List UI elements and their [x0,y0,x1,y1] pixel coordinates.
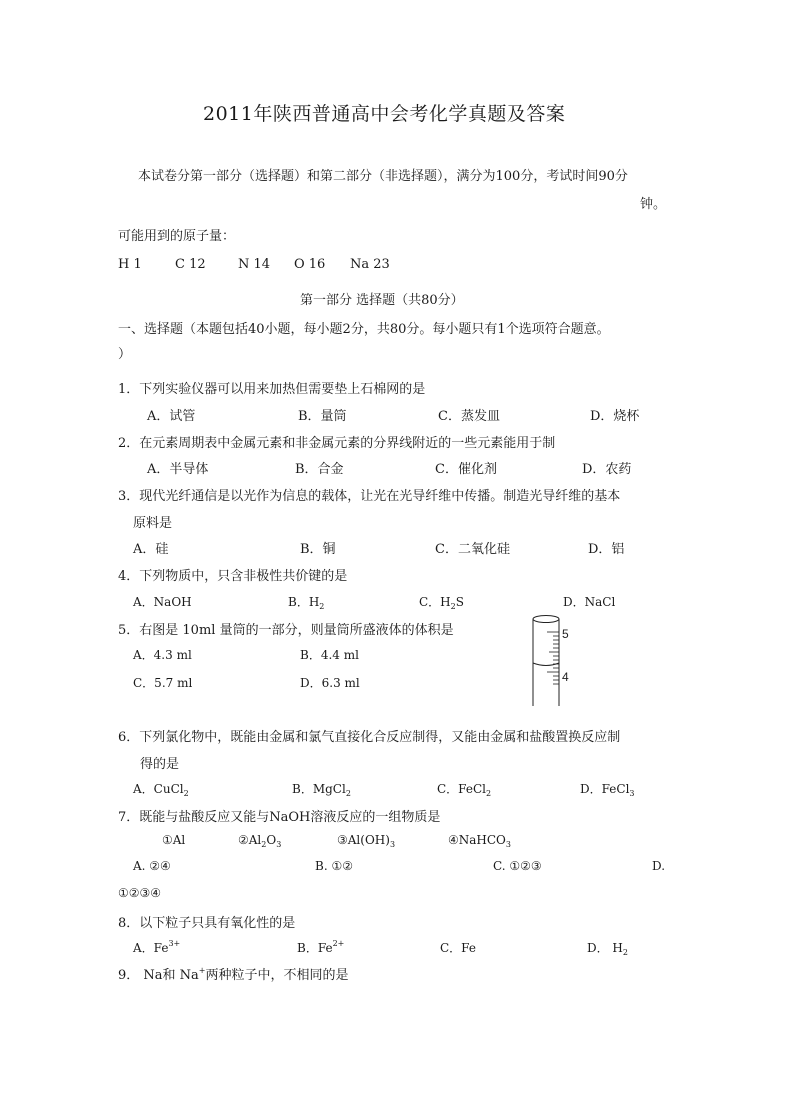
question-7-option-a: A. ②④ [133,859,171,873]
question-6-option-b-text: B．MgCl [292,782,346,796]
question-4-option-a: A．NaOH [133,595,192,609]
question-8-option-d-subscript: 2 [622,948,628,957]
question-7-item-4 [448,833,511,849]
question-8-option-c: C．Fe [440,941,476,955]
question-7-item-2 [238,833,281,849]
question-6-option-a [133,780,189,798]
question-1-option-d: D．烧杯 [590,409,640,424]
atomic-mass-label: 可能用到的原子量： [118,229,236,244]
question-7-item-1: ①Al [162,833,186,847]
question-7-item-2-mid: O [266,833,277,847]
question-7-item-3-text: ③Al(OH) [337,833,390,847]
atomic-mass-n: N 14 [238,257,271,272]
question-8-stem: 8．以下粒子只具有氧化性的是 [118,916,296,931]
question-7-item-4-text: ④NaHCO [448,833,506,847]
question-4-option-b-text: B．H [288,595,320,609]
question-6-stem-line-1: 6．下列氯化物中，既能由金属和氯气直接化合反应制得，又能由金属和盐酸置换反应制 [118,730,621,745]
question-7-option-d: D. [652,859,666,873]
atomic-mass-h: H 1 [118,257,142,272]
question-6-option-c-subscript: 2 [485,789,492,798]
question-4-option-c-text: C．H [419,595,451,609]
question-3-option-a: A．硅 [133,542,169,557]
question-3-option-c: C．二氧化硅 [435,542,510,557]
atomic-mass-o: O 16 [294,257,326,272]
atomic-mass-na: Na 23 [350,257,390,272]
question-2-option-d: D．农药 [582,462,632,477]
question-6-option-c [437,780,491,798]
question-1-option-c: C．蒸发皿 [438,409,500,424]
question-8-option-b [297,939,344,956]
question-7-option-d-continued: ①②③④ [118,886,162,900]
graduated-cylinder-figure [525,610,585,710]
question-4-option-c-subscript: 2 [450,602,456,611]
question-7-stem: 7．既能与盐酸反应又能与NaOH溶液反应的一组物质是 [118,810,441,825]
question-6-option-a-subscript: 2 [183,789,189,798]
question-5-option-b: B．4.4 ml [300,648,359,662]
question-4-stem: 4．下列物质中，只含非极性共价键的是 [118,569,348,584]
question-6-option-d-subscript: 3 [629,789,635,798]
question-6-option-b-subscript: 2 [345,789,351,798]
question-5-option-c: C．5.7 ml [133,676,193,690]
question-1-option-b: B．量筒 [298,409,347,424]
question-1-stem: 1．下列实验仪器可以用来加热但需要垫上石棉网的是 [118,382,426,397]
question-8-option-a-superscript: 3+ [168,939,181,948]
intro-line-2: 钟。 [640,197,667,212]
cylinder-scale-5: 5 [562,627,569,641]
question-7-item-4-subscript: 3 [505,840,511,849]
question-7-item-2-sub-2: 3 [276,840,282,849]
section-heading-line-1: 一、选择题（本题包括40小题，每小题2分，共80分。每小题只有1个选项符合题意。 [118,322,610,337]
question-7-item-2-text: ②Al [238,833,262,847]
question-5-stem: 5．右图是 10ml 量筒的一部分，则量筒所盛液体的体积是 [118,623,454,638]
question-4-option-c [419,593,464,611]
question-6-option-a-text: A．CuCl [133,782,184,796]
question-2-stem: 2．在元素周期表中金属元素和非金属元素的分界线附近的一些元素能用于制 [118,436,556,451]
question-7-option-c: C. ①②③ [493,859,542,873]
question-6-stem-line-2: 得的是 [140,757,180,772]
question-3-option-d: D．铝 [588,542,625,557]
question-8-option-b-text: B．Fe [297,941,333,955]
question-8-option-a-text: A．Fe [133,941,169,955]
question-6-option-d-text: D．FeCl [580,782,630,796]
question-9-text: 9． Na和 Na [118,968,199,983]
question-3-stem-line-2: 原料是 [133,516,173,531]
question-8-option-d-text: D． H [587,941,623,955]
question-2-option-c: C．催化剂 [435,462,497,477]
question-2-option-b: B．合金 [295,462,344,477]
question-9-stem [118,964,349,983]
question-5-option-a: A．4.3 ml [133,648,192,662]
question-5-option-d: D．6.3 ml [300,676,360,690]
question-3-stem-line-1: 3．现代光纤通信是以光作为信息的载体，让光在光导纤维中传播。制造光导纤维的基本 [118,489,621,504]
question-9-superscript: + [198,966,206,975]
question-8-option-d [587,939,628,957]
intro-line-1: 本试卷分第一部分（选择题）和第二部分（非选择题），满分为100分，考试时间90分 [138,169,628,184]
atomic-mass-c: C 12 [175,257,206,272]
question-3-option-b: B．铜 [300,542,336,557]
part-one-heading: 第一部分 选择题（共80分） [300,293,464,308]
question-6-option-d [580,780,635,798]
question-8-option-b-superscript: 2+ [332,939,345,948]
question-7-item-3-subscript: 3 [389,840,396,849]
question-2-option-a: A．半导体 [147,462,209,477]
question-8-option-a [133,939,180,956]
question-6-option-c-text: C．FeCl [437,782,486,796]
question-9-tail: 两种粒子中，不相同的是 [205,968,349,983]
question-4-option-d: D．NaCl [563,595,616,609]
document-title: 2011年陕西普通高中会考化学真题及答案 [203,103,566,125]
question-6-option-b [292,780,351,798]
question-4-option-b-subscript: 2 [319,602,325,611]
question-7-option-b: B. ①② [315,859,353,873]
question-4-option-b [288,593,324,611]
question-4-option-c-tail: S [455,595,464,609]
question-7-item-3 [337,833,395,849]
question-1-option-a: A．试管 [147,409,196,424]
question-7-item-2-sub-1: 2 [261,840,267,849]
cylinder-scale-4: 4 [562,670,569,684]
section-heading-line-2: ） [118,347,132,362]
